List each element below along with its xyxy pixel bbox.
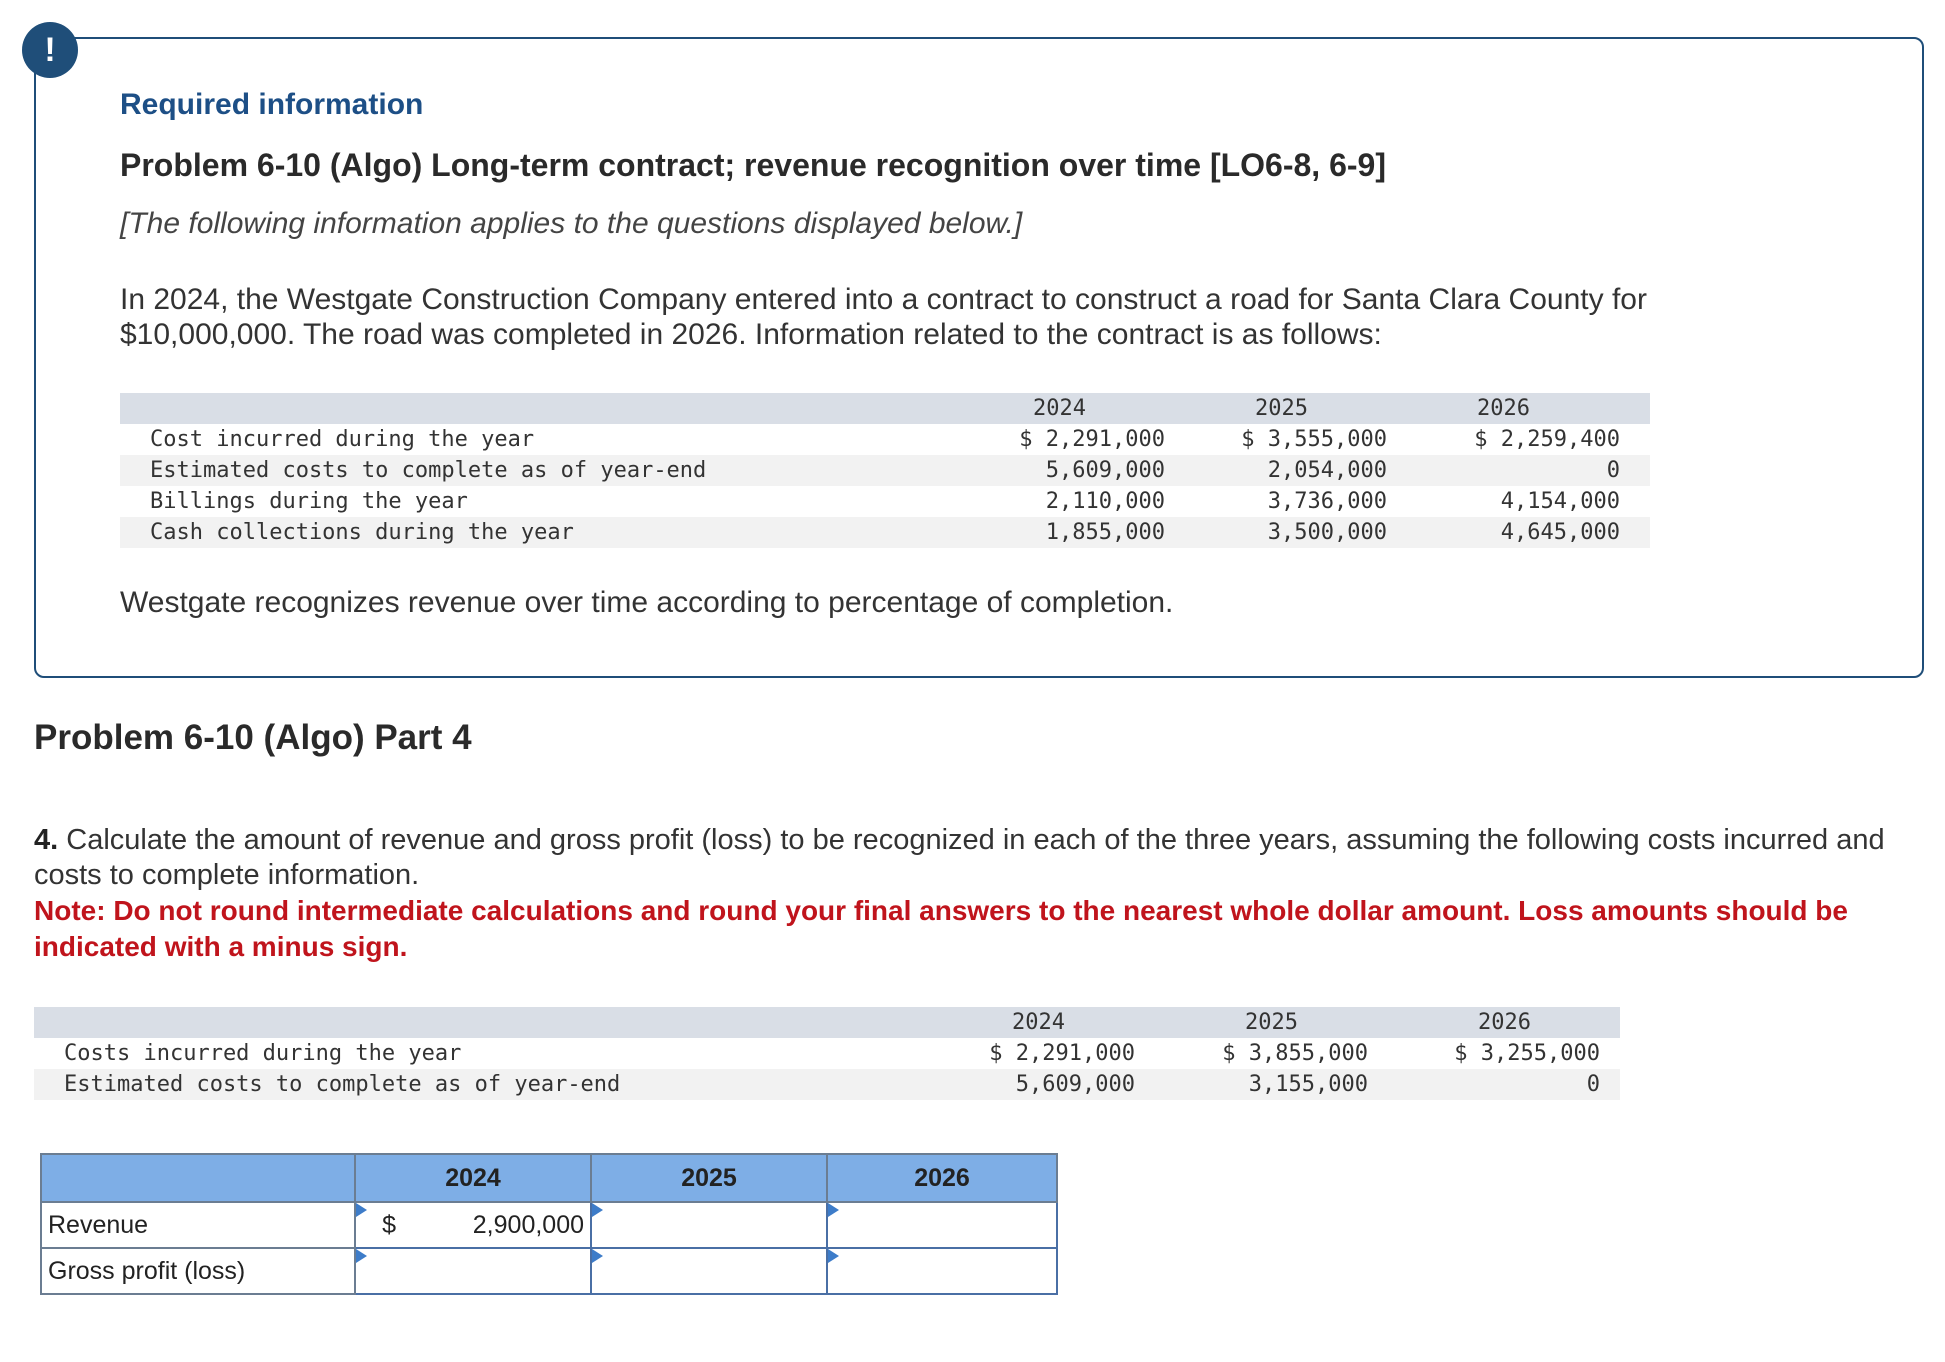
- table-row: [120, 517, 1650, 548]
- table-row: [120, 455, 1650, 486]
- year-header: 2025: [1245, 1010, 1298, 1035]
- cell-value: 2,110,000: [1045, 489, 1165, 514]
- gross-profit-row: [41, 1248, 1057, 1294]
- row-label: Cash collections during the year: [150, 520, 574, 545]
- cell-value: $ 2,259,400: [1474, 427, 1620, 452]
- alert-icon: !: [22, 22, 78, 78]
- part-title: Problem 6-10 (Algo) Part 4: [34, 718, 472, 757]
- row-label: Estimated costs to complete as of year-end: [64, 1072, 621, 1097]
- flag-icon: [828, 1249, 839, 1263]
- header-blank: [41, 1154, 355, 1202]
- header-2026: 2026: [827, 1154, 1057, 1202]
- row-label: Costs incurred during the year: [64, 1041, 462, 1066]
- dollar-sign: $: [382, 1210, 396, 1239]
- cell-value: $ 2,291,000: [989, 1041, 1135, 1066]
- year-header: 2025: [1255, 396, 1308, 421]
- header-2025: 2025: [591, 1154, 827, 1202]
- applies-note: [The following information applies to the questions displayed below.]: [120, 207, 1023, 240]
- header-2024: 2024: [355, 1154, 591, 1202]
- cell-value: 2,054,000: [1267, 458, 1387, 483]
- cell-value: 3,155,000: [1248, 1072, 1368, 1097]
- flag-icon: [828, 1203, 839, 1217]
- cell-value: 5,609,000: [1015, 1072, 1135, 1097]
- note-text: Note: Do not round intermediate calculations and round your final answers to the nearest whole dollar amount. Loss amounts should be indicated with a minus sign.: [34, 895, 1848, 962]
- question-body: Calculate the amount of revenue and gross profit (loss) to be recognized in each of the three years, assuming the following costs incurred and costs to complete information.: [34, 824, 1885, 891]
- flag-icon: [356, 1203, 367, 1217]
- question-number: 4.: [34, 824, 59, 856]
- revenue-2024-value: 2,900,000: [472, 1210, 584, 1239]
- cell-value: 0: [1586, 1072, 1600, 1097]
- cell-value: 4,645,000: [1500, 520, 1620, 545]
- cell-value: $ 3,855,000: [1222, 1041, 1368, 1066]
- revenue-2026-input[interactable]: [827, 1202, 1057, 1248]
- cell-value: 3,736,000: [1267, 489, 1387, 514]
- intro-text: In 2024, the Westgate Construction Company entered into a contract to construct a road for Santa Clara County for $10,000,000. The road was completed in 2026. Information related to the contract is as follows:: [120, 283, 1647, 351]
- table-row: [120, 424, 1650, 455]
- table-row: [120, 486, 1650, 517]
- question-text: [34, 823, 1914, 893]
- gross-profit-2024-input[interactable]: [355, 1248, 591, 1294]
- flag-icon: [592, 1203, 603, 1217]
- revenue-2024-input[interactable]: [355, 1202, 591, 1248]
- table-row: [34, 1069, 1620, 1100]
- answer-header-row: [41, 1154, 1057, 1202]
- row-label: Cost incurred during the year: [150, 427, 535, 452]
- table-header-row: [34, 1007, 1620, 1038]
- flag-icon: [592, 1249, 603, 1263]
- gross-profit-2026-input[interactable]: [827, 1248, 1057, 1294]
- flag-icon: [356, 1249, 367, 1263]
- year-header: 2024: [1033, 396, 1086, 421]
- table-header-row: [120, 393, 1650, 424]
- year-header: 2026: [1478, 1010, 1531, 1035]
- cell-value: 4,154,000: [1500, 489, 1620, 514]
- answer-table: [40, 1153, 1058, 1295]
- cell-value: $ 3,255,000: [1454, 1041, 1600, 1066]
- recognition-text: Westgate recognizes revenue over time according to percentage of completion.: [120, 586, 1174, 619]
- revenue-row: [41, 1202, 1057, 1248]
- revenue-2025-input[interactable]: [591, 1202, 827, 1248]
- cell-value: 5,609,000: [1045, 458, 1165, 483]
- cell-value: $ 2,291,000: [1019, 427, 1165, 452]
- gross-profit-2025-input[interactable]: [591, 1248, 827, 1294]
- row-label: Estimated costs to complete as of year-end: [150, 458, 707, 483]
- required-info-box: [34, 37, 1924, 678]
- cell-value: 0: [1606, 458, 1620, 483]
- cell-value: 3,500,000: [1267, 520, 1387, 545]
- table-row: [34, 1038, 1620, 1069]
- cell-value: $ 3,555,000: [1241, 427, 1387, 452]
- contract-info-table: [120, 393, 1650, 548]
- year-header: 2024: [1012, 1010, 1065, 1035]
- costs-table: [34, 1007, 1620, 1100]
- row-label: Billings during the year: [150, 489, 468, 514]
- gross-profit-label: Gross profit (loss): [41, 1248, 355, 1294]
- required-info-title: Required information: [120, 88, 424, 121]
- problem-title: Problem 6-10 (Algo) Long-term contract; revenue recognition over time [LO6-8, 6-9]: [120, 147, 1386, 183]
- cell-value: 1,855,000: [1045, 520, 1165, 545]
- revenue-label: Revenue: [41, 1202, 355, 1248]
- year-header: 2026: [1477, 396, 1530, 421]
